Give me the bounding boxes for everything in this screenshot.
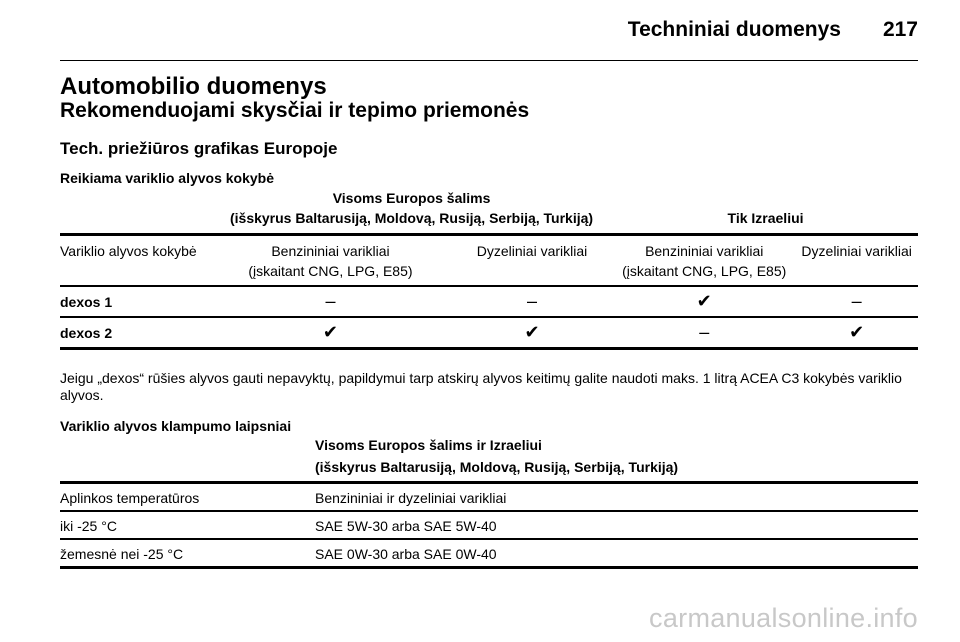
page-number: 217	[882, 18, 918, 41]
column-name: Benzininiai varikliai	[645, 243, 764, 259]
group-europe-line1: Visoms Europos šalims	[332, 190, 491, 206]
table-cell: –	[613, 317, 795, 349]
table-cell: –	[210, 286, 451, 317]
table-cell: žemesnė nei -25 °C	[60, 539, 315, 568]
table-cell: SAE 0W-30 arba SAE 0W-40	[315, 539, 918, 568]
section-title: Techniniai duomenys	[627, 18, 841, 41]
page-content	[60, 74, 918, 569]
table-row	[60, 317, 918, 349]
table-cell: SAE 5W-30 arba SAE 5W-40	[315, 511, 918, 539]
table-row	[60, 483, 918, 512]
table-cell: –	[795, 286, 918, 317]
column-sub: (įskaitant CNG, LPG, E85)	[622, 263, 787, 279]
column-name: Dyzeliniai varikliai	[476, 243, 588, 259]
column-header	[451, 235, 613, 287]
group-europe-line2: (išskyrus Baltarusiją, Moldovą, Rusiją, Serbiją, Turkiją)	[210, 208, 613, 235]
page-header	[628, 18, 918, 42]
heading-service-schedule: Tech. priežiūros grafikas Europoje	[60, 139, 338, 158]
table-cell: –	[451, 286, 613, 317]
row-label: dexos 2	[60, 317, 210, 349]
col-header-temperature: Aplinkos temperatūros	[60, 483, 315, 512]
group-israel: Tik Izraeliui	[613, 208, 918, 235]
column-name: Dyzeliniai varikliai	[801, 243, 912, 259]
table-cell: ✔	[451, 317, 613, 349]
column-name: Benzininiai varikliai	[271, 243, 390, 259]
oil-note: Jeigu „dexos“ rūšies alyvos gauti nepavyktų, papildymui tarp atskirų alyvos keitimų galite naudoti maks. 1 litrą ACEA C3 kokybės variklio alyvos.	[60, 370, 902, 403]
heading-recommended-fluids: Rekomenduojami skysčiai ir tepimo priemonės	[60, 99, 530, 122]
viscosity-group-line1: Visoms Europos šalims ir Izraeliui	[315, 437, 542, 453]
column-sub: (įskaitant CNG, LPG, E85)	[248, 263, 413, 279]
table-row	[60, 539, 918, 568]
table-row	[60, 511, 918, 539]
table-cell: ✔	[795, 317, 918, 349]
table-cell: iki -25 °C	[60, 511, 315, 539]
col-header-engines: Benzininiai ir dyzeliniai varikliai	[315, 483, 918, 512]
viscosity-group-line2: (išskyrus Baltarusiją, Moldovą, Rusiją, Serbiją, Turkiją)	[315, 456, 918, 483]
column-header	[795, 235, 918, 287]
oil-quality-table	[60, 186, 918, 350]
column-header	[613, 235, 795, 287]
heading-vehicle-data: Automobilio duomenys	[60, 73, 327, 100]
table-cell: ✔	[210, 317, 451, 349]
table-row	[60, 235, 918, 287]
row-label-quality: Variklio alyvos kokybė	[60, 235, 210, 287]
viscosity-table	[60, 434, 918, 569]
row-label: dexos 1	[60, 286, 210, 317]
heading-viscosity: Variklio alyvos klampumo laipsniai	[60, 418, 292, 434]
heading-oil-quality: Reikiama variklio alyvos kokybė	[60, 170, 275, 186]
column-header	[210, 235, 451, 287]
watermark: carmanualsonline.info	[649, 603, 918, 633]
table-cell: ✔	[613, 286, 795, 317]
header-rule	[60, 60, 918, 61]
table-row	[60, 286, 918, 317]
